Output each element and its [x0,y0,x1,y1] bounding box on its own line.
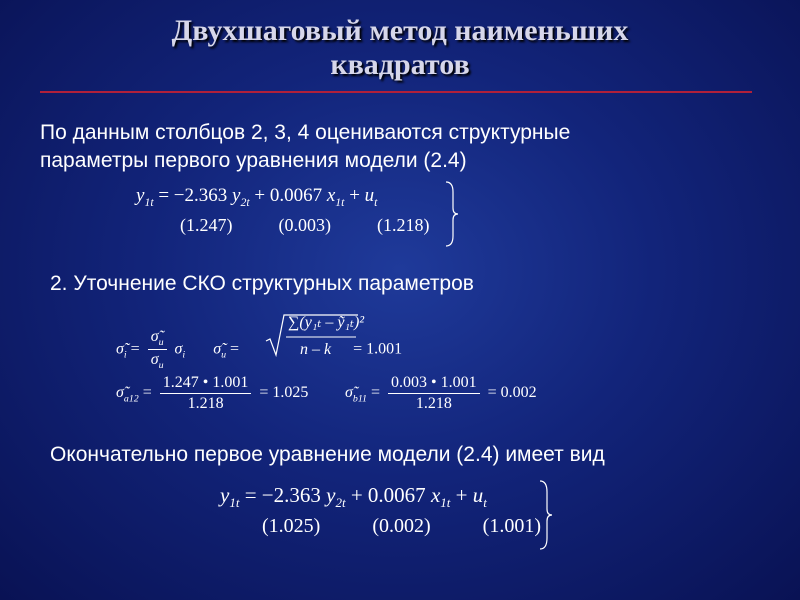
intro-line-1: По данным столбцов 2, 3, 4 оцениваются структурные [40,121,571,144]
sigma-u-result: = 1.001 [353,340,403,358]
a12-num: 1.247 • 1.001 [160,374,252,394]
b11-num: 0.003 • 1.001 [388,374,480,394]
eq3-lhs: y [220,483,230,507]
se3-item: (1.025) [262,515,321,537]
sigma-i-times: σ [174,340,183,358]
intro-line-2: параметры первого уравнения модели (2.4) [40,149,467,172]
sqrt-numerator: ∑(y₁ₜ – ỹ₁ₜ)² [288,314,365,331]
a12-fraction [160,374,252,413]
sigma-i-num [148,328,167,350]
eq3-coef-x1: + 0.0067 [350,483,426,507]
sigma-i-den-text: σ [150,351,159,369]
b11-den: 1.218 [415,395,452,412]
se3-item: (1.001) [482,515,541,537]
b11-lhs-sub: b11 [352,393,368,405]
eq3-u: u [472,483,484,507]
eq3-y2-sub: 2t [335,495,346,511]
a12-result: = 1.025 [259,384,309,402]
eq1-lhs: y [136,185,145,206]
b11-lhs: σ̃ [345,384,353,402]
eq3-x1-sub: 1t [440,495,451,511]
eq1-x1: x [326,185,336,206]
final-equation-heading: Окончательно первое уравнение модели (2.4) имеет вид [50,443,605,466]
eq1-y2: y [232,185,241,206]
title-line-2: квадратов [330,48,470,81]
sigma-i-fraction [148,328,167,371]
standard-errors-final [262,515,541,538]
b11-eq: = [371,384,381,402]
a12-lhs-sub: a12 [123,393,139,405]
eq3-x1: x [430,483,441,507]
equation-first-estimate [136,185,377,210]
eq1-u-sub: t [374,195,378,209]
formula-sigma-a12 [116,374,308,413]
intro-paragraph [40,119,760,175]
eq3-u-sub: t [483,495,487,511]
se3-item: (0.002) [372,515,431,537]
b11-fraction [388,374,480,413]
eq3-lhs-sub: 1t [229,495,240,511]
formula-sigma-i [116,328,402,371]
sigma-i-den-sub: u [158,360,164,372]
sigma-i-num-text: σ̃ [150,328,159,345]
eq1-plus: + [349,185,360,206]
brace-right-1 [444,180,460,248]
se1-item: (0.003) [278,215,331,235]
se1-item: (1.247) [180,215,233,235]
equation-final [220,483,487,511]
b11-result: = 0.002 [487,384,537,402]
sigma-i-den [151,350,164,371]
title-divider [40,91,752,93]
sqrt-denominator: n – k [300,341,332,358]
eq1-coef-y2: = −2.363 [158,185,228,206]
eq1-coef-x1: + 0.0067 [254,185,323,206]
sigma-i-num-sub: u [158,337,164,349]
sigma-u-lhs: σ̃ [213,340,222,358]
standard-errors-first [180,215,430,236]
a12-lhs: σ̃ [116,384,124,402]
slide-title [0,14,800,82]
sigma-i-times-sub: i [182,349,186,361]
eq3-plus: + [455,483,468,507]
sigma-i-lhs-sub: i [123,349,127,361]
sigma-i-eq: = [130,340,140,358]
brace-right-3 [538,479,554,551]
sigma-u-lhs-sub: u [221,349,227,361]
title-line-1: Двухшаговый метод наименьших [171,14,629,47]
formula-sigma-b11 [345,374,537,413]
eq3-coef-y2: = −2.363 [244,483,321,507]
a12-eq: = [142,384,152,402]
eq3-y2: y [326,483,336,507]
eq1-u: u [364,185,375,206]
eq1-y2-sub: 2t [240,195,250,209]
a12-den: 1.218 [187,395,224,412]
eq1-x1-sub: 1t [335,195,345,209]
sigma-u-eq: = [230,340,240,358]
sigma-i-lhs: σ̃ [116,340,124,358]
section-heading-refinement: 2. Уточнение СКО структурных параметров [50,272,474,295]
se1-item: (1.218) [377,215,430,235]
eq1-lhs-sub: 1t [144,195,154,209]
